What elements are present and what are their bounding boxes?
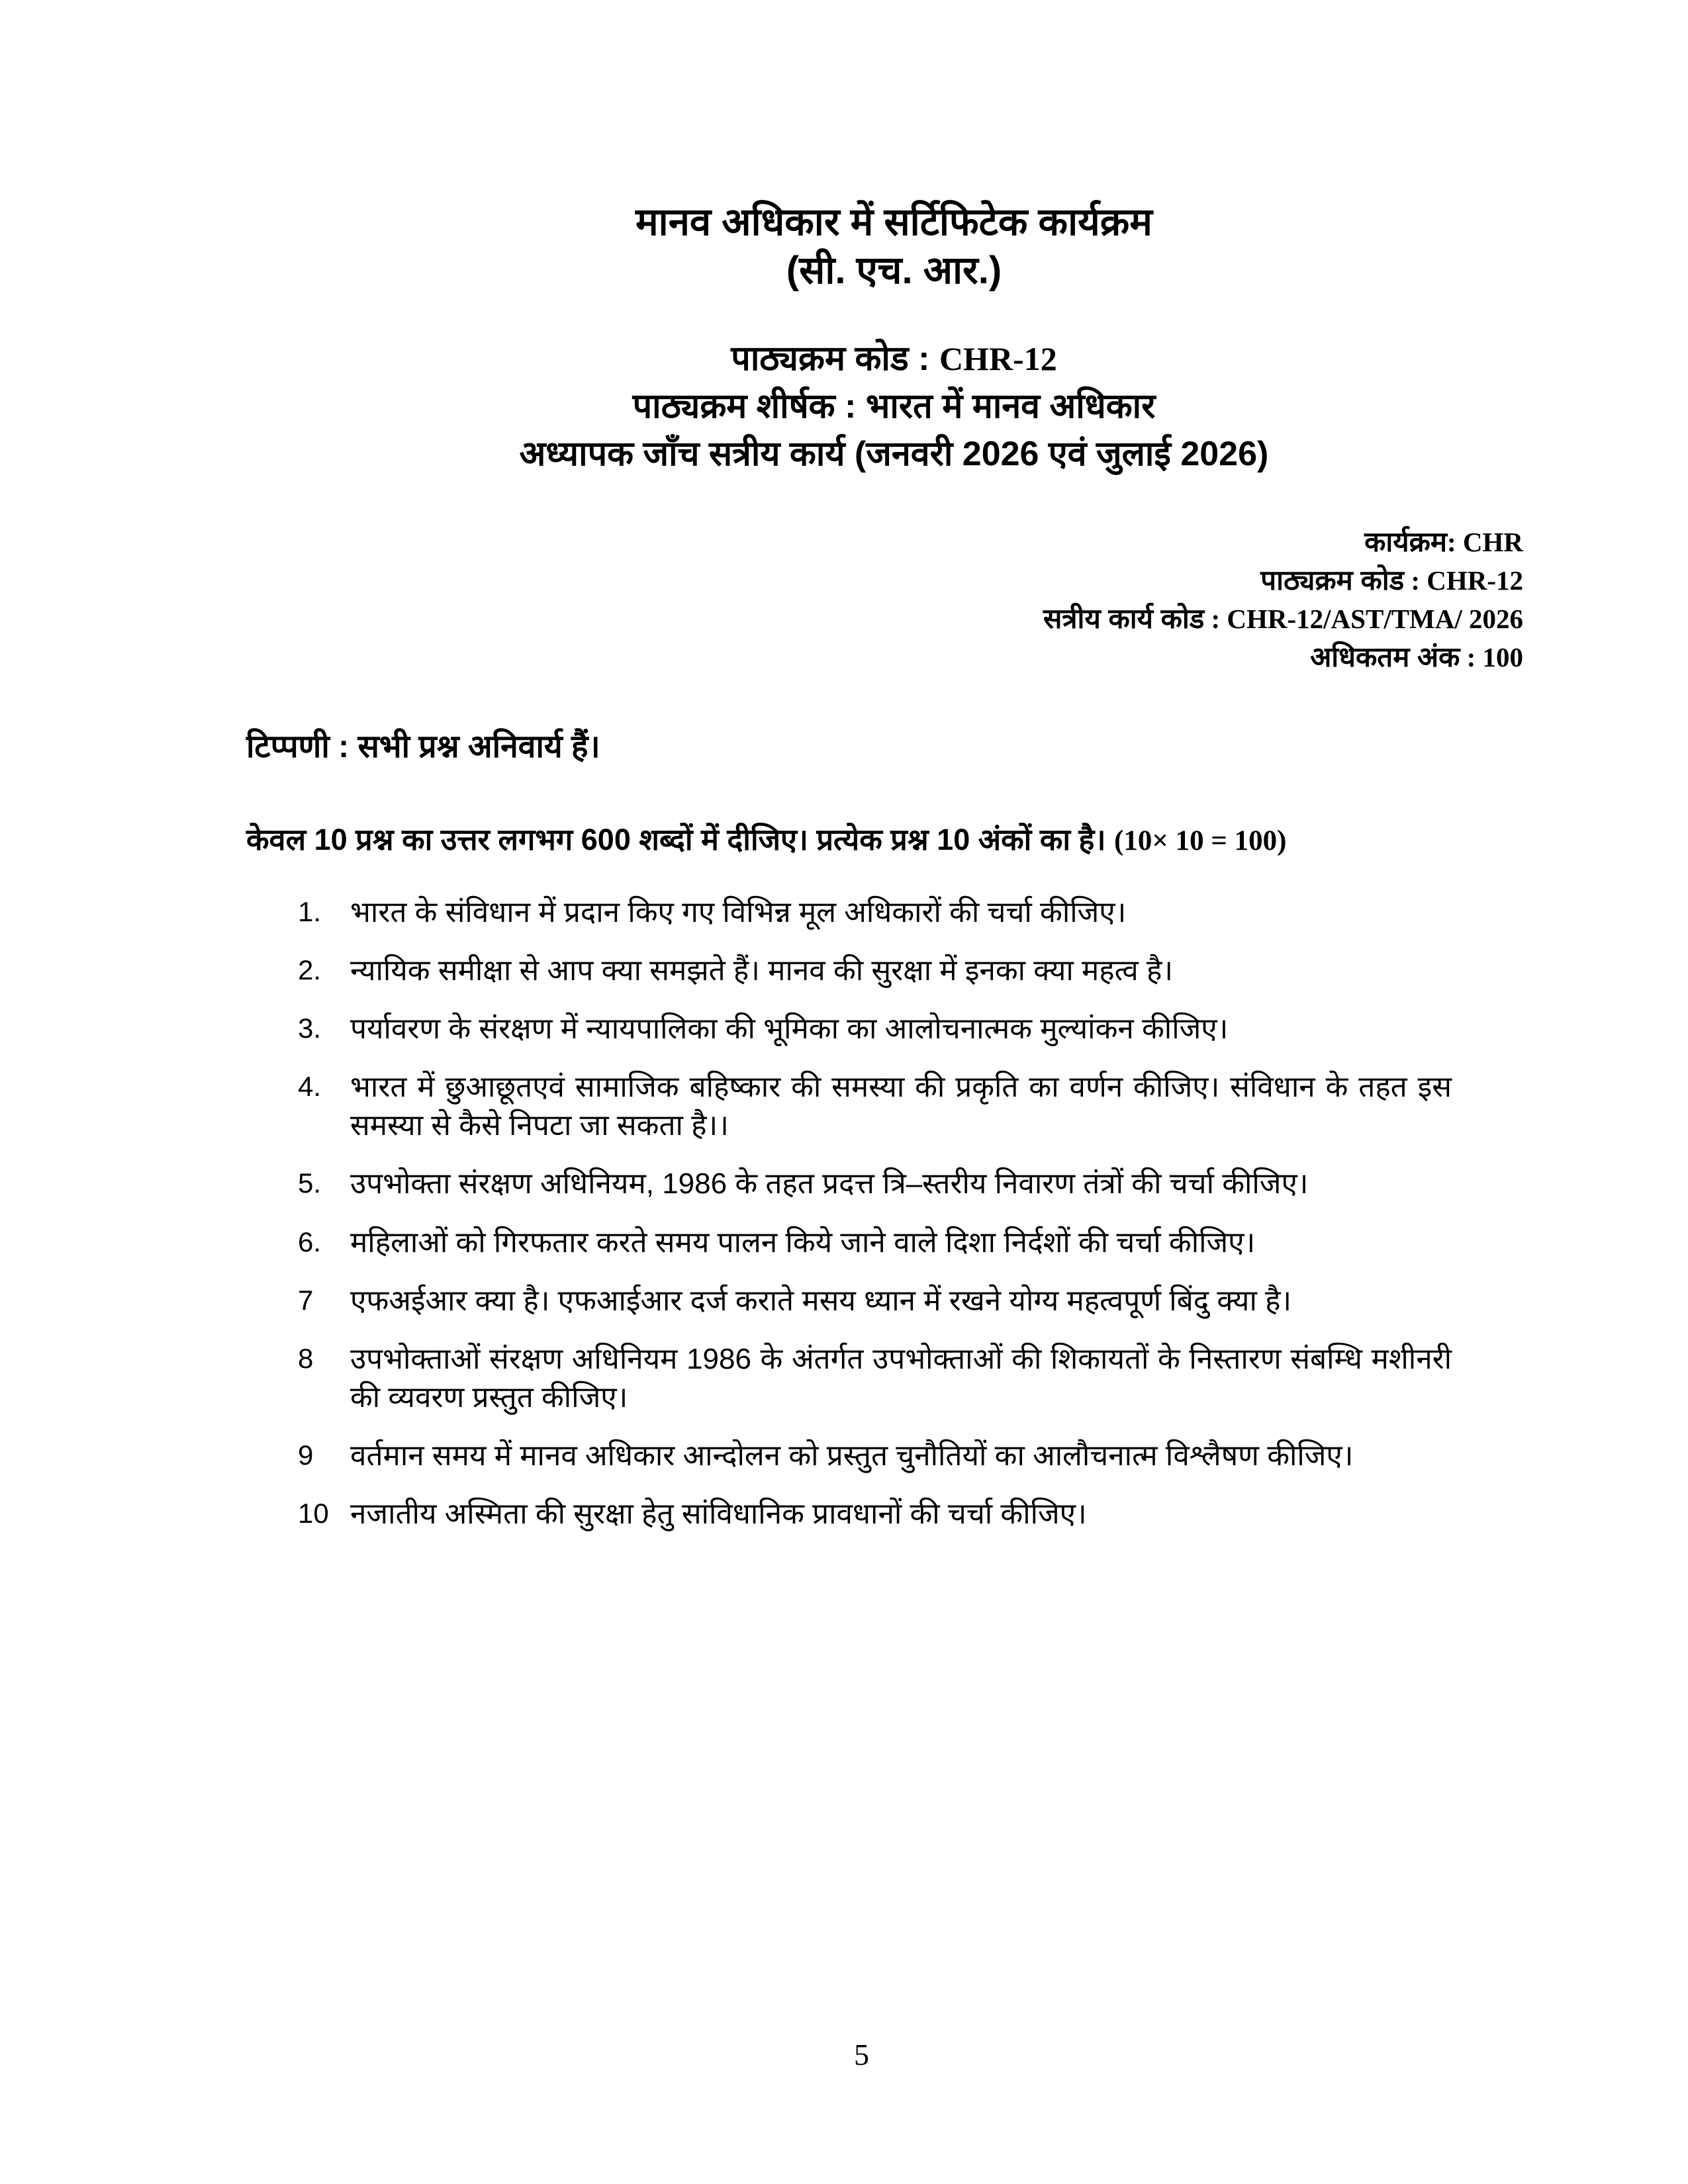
meta-course-code-label: पाठ्यक्रम कोड: [1260, 565, 1405, 596]
meta-max-marks-label: अधिकतम अंक: [1310, 641, 1460, 673]
course-code-value: CHR-12: [939, 340, 1057, 377]
instruction-text: केवल 10 प्रश्न का उत्तर लगभग 600 शब्दों में दीजिए। प्रत्येक प्रश्न 10 अंकों का है।: [246, 823, 1106, 857]
meta-assignment-code-value: : CHR-12/AST/TMA/ 2026: [1204, 604, 1523, 635]
meta-row-course-code: [246, 561, 1523, 600]
assignment-meta-block: [246, 523, 1523, 676]
meta-row-max-marks: [246, 638, 1523, 676]
question-number: 8: [298, 1342, 314, 1374]
question-text: नजातीय अस्मिता की सुरक्षा हेतु सांविधानिक प्रावधानों की चर्चा कीजिए।: [350, 1497, 1087, 1530]
programme-title: मानव अधिकार में सर्टिफिटेक कार्यक्रम: [635, 201, 1152, 244]
question-row-8: [246, 1340, 1452, 1417]
programme-abbreviation: (सी. एच. आर.): [786, 248, 1002, 292]
question-text: एफअईआर क्या है। एफआईआर दर्ज कराते मसय ध्यान में रखने योग्य महत्वपूर्ण बिंदु क्या है।: [350, 1284, 1292, 1317]
question-row-6: [246, 1224, 1452, 1262]
question-text: न्यायिक समीक्षा से आप क्या समझते हैं। मानव की सुरक्षा में इनका क्या महत्व है।: [350, 954, 1174, 987]
meta-course-code-value: : CHR-12: [1404, 565, 1523, 596]
session-line: अध्यापक जाँच सत्रीय कार्य (जनवरी 2026 एवं जुलाई 2026): [519, 434, 1269, 473]
meta-row-programme: [246, 523, 1523, 561]
question-number: 3.: [298, 1013, 322, 1044]
meta-max-marks-value: : 100: [1460, 642, 1523, 673]
question-row-9: [246, 1437, 1452, 1475]
question-number: 9: [298, 1439, 314, 1471]
question-row-7: [246, 1282, 1452, 1320]
meta-programme-label: कार्यक्रम: [1364, 526, 1447, 558]
question-row-3: [246, 1010, 1452, 1048]
meta-row-assignment-code: [246, 600, 1523, 638]
instruction-marks: (10× 10 = 100): [1114, 825, 1287, 857]
question-text: भारत में छुआछूतएवं सामाजिक बहिष्कार की समस्या की प्रकृति का वर्णन कीजिए। संविधान के तहत इस समस्या से कैसे निपटा जा सकता है।।: [350, 1071, 1452, 1142]
question-text: पर्यावरण के संरक्षण में न्यायपालिका की भूमिका का आलोचनात्मक मुल्यांकन कीजिए।: [350, 1013, 1229, 1046]
question-number: 7: [298, 1284, 314, 1316]
course-code-label: पाठ्यक्रम कोड :: [731, 340, 930, 378]
course-title-line: पाठ्यक्रम शीर्षक : भारत में मानव अधिकार: [632, 387, 1156, 426]
question-text: उपभोक्ताओं संरक्षण अधिनियम 1986 के अंतर्गत उपभोक्ताओं की शिकायतों के निस्तारण संबम्धि मशीनरी की व्यवरण प्रस्तुत कीजिए।: [350, 1342, 1452, 1414]
question-number: 10: [298, 1497, 329, 1529]
course-code-line: [336, 336, 1452, 383]
question-row-4: [246, 1068, 1452, 1145]
course-header-block: [246, 336, 1452, 478]
question-text: उपभोक्ता संरक्षण अधिनियम, 1986 के तहत प्रदत्त त्रि–स्तरीय निवारण तंत्रों की चर्चा कीजिए।: [350, 1167, 1309, 1201]
page-number: 5: [854, 2038, 869, 2071]
meta-assignment-code-label: सत्रीय कार्य कोड: [1043, 603, 1205, 635]
question-list: [246, 893, 1452, 1533]
note-line: टिप्पणी : सभी प्रश्न अनिवार्य हैं।: [246, 729, 600, 765]
question-number: 1.: [298, 896, 322, 928]
document-title-block: [246, 199, 1452, 295]
question-text: भारत के संविधान में प्रदान किए गए विभिन्न मूल अधिकारों की चर्चा कीजिए।: [350, 896, 1127, 929]
question-row-1: [246, 893, 1452, 932]
question-text: महिलाओं को गिरफतार करते समय पालन किये जाने वाले दिशा निर्दशों की चर्चा कीजिए।: [350, 1226, 1256, 1259]
question-number: 6.: [298, 1226, 322, 1257]
meta-programme-value: : CHR: [1446, 527, 1523, 558]
question-number: 4.: [298, 1071, 322, 1103]
question-number: 2.: [298, 954, 322, 986]
question-number: 5.: [298, 1167, 322, 1199]
question-row-2: [246, 952, 1452, 990]
instruction-line: [246, 819, 1452, 859]
question-row-10: [246, 1495, 1452, 1533]
question-text: वर्तमान समय में मानव अधिकार आन्दोलन को प्रस्तुत चुनौतियों का आलौचनात्म विश्लैषण कीजिए।: [350, 1439, 1354, 1472]
question-row-5: [246, 1165, 1452, 1203]
